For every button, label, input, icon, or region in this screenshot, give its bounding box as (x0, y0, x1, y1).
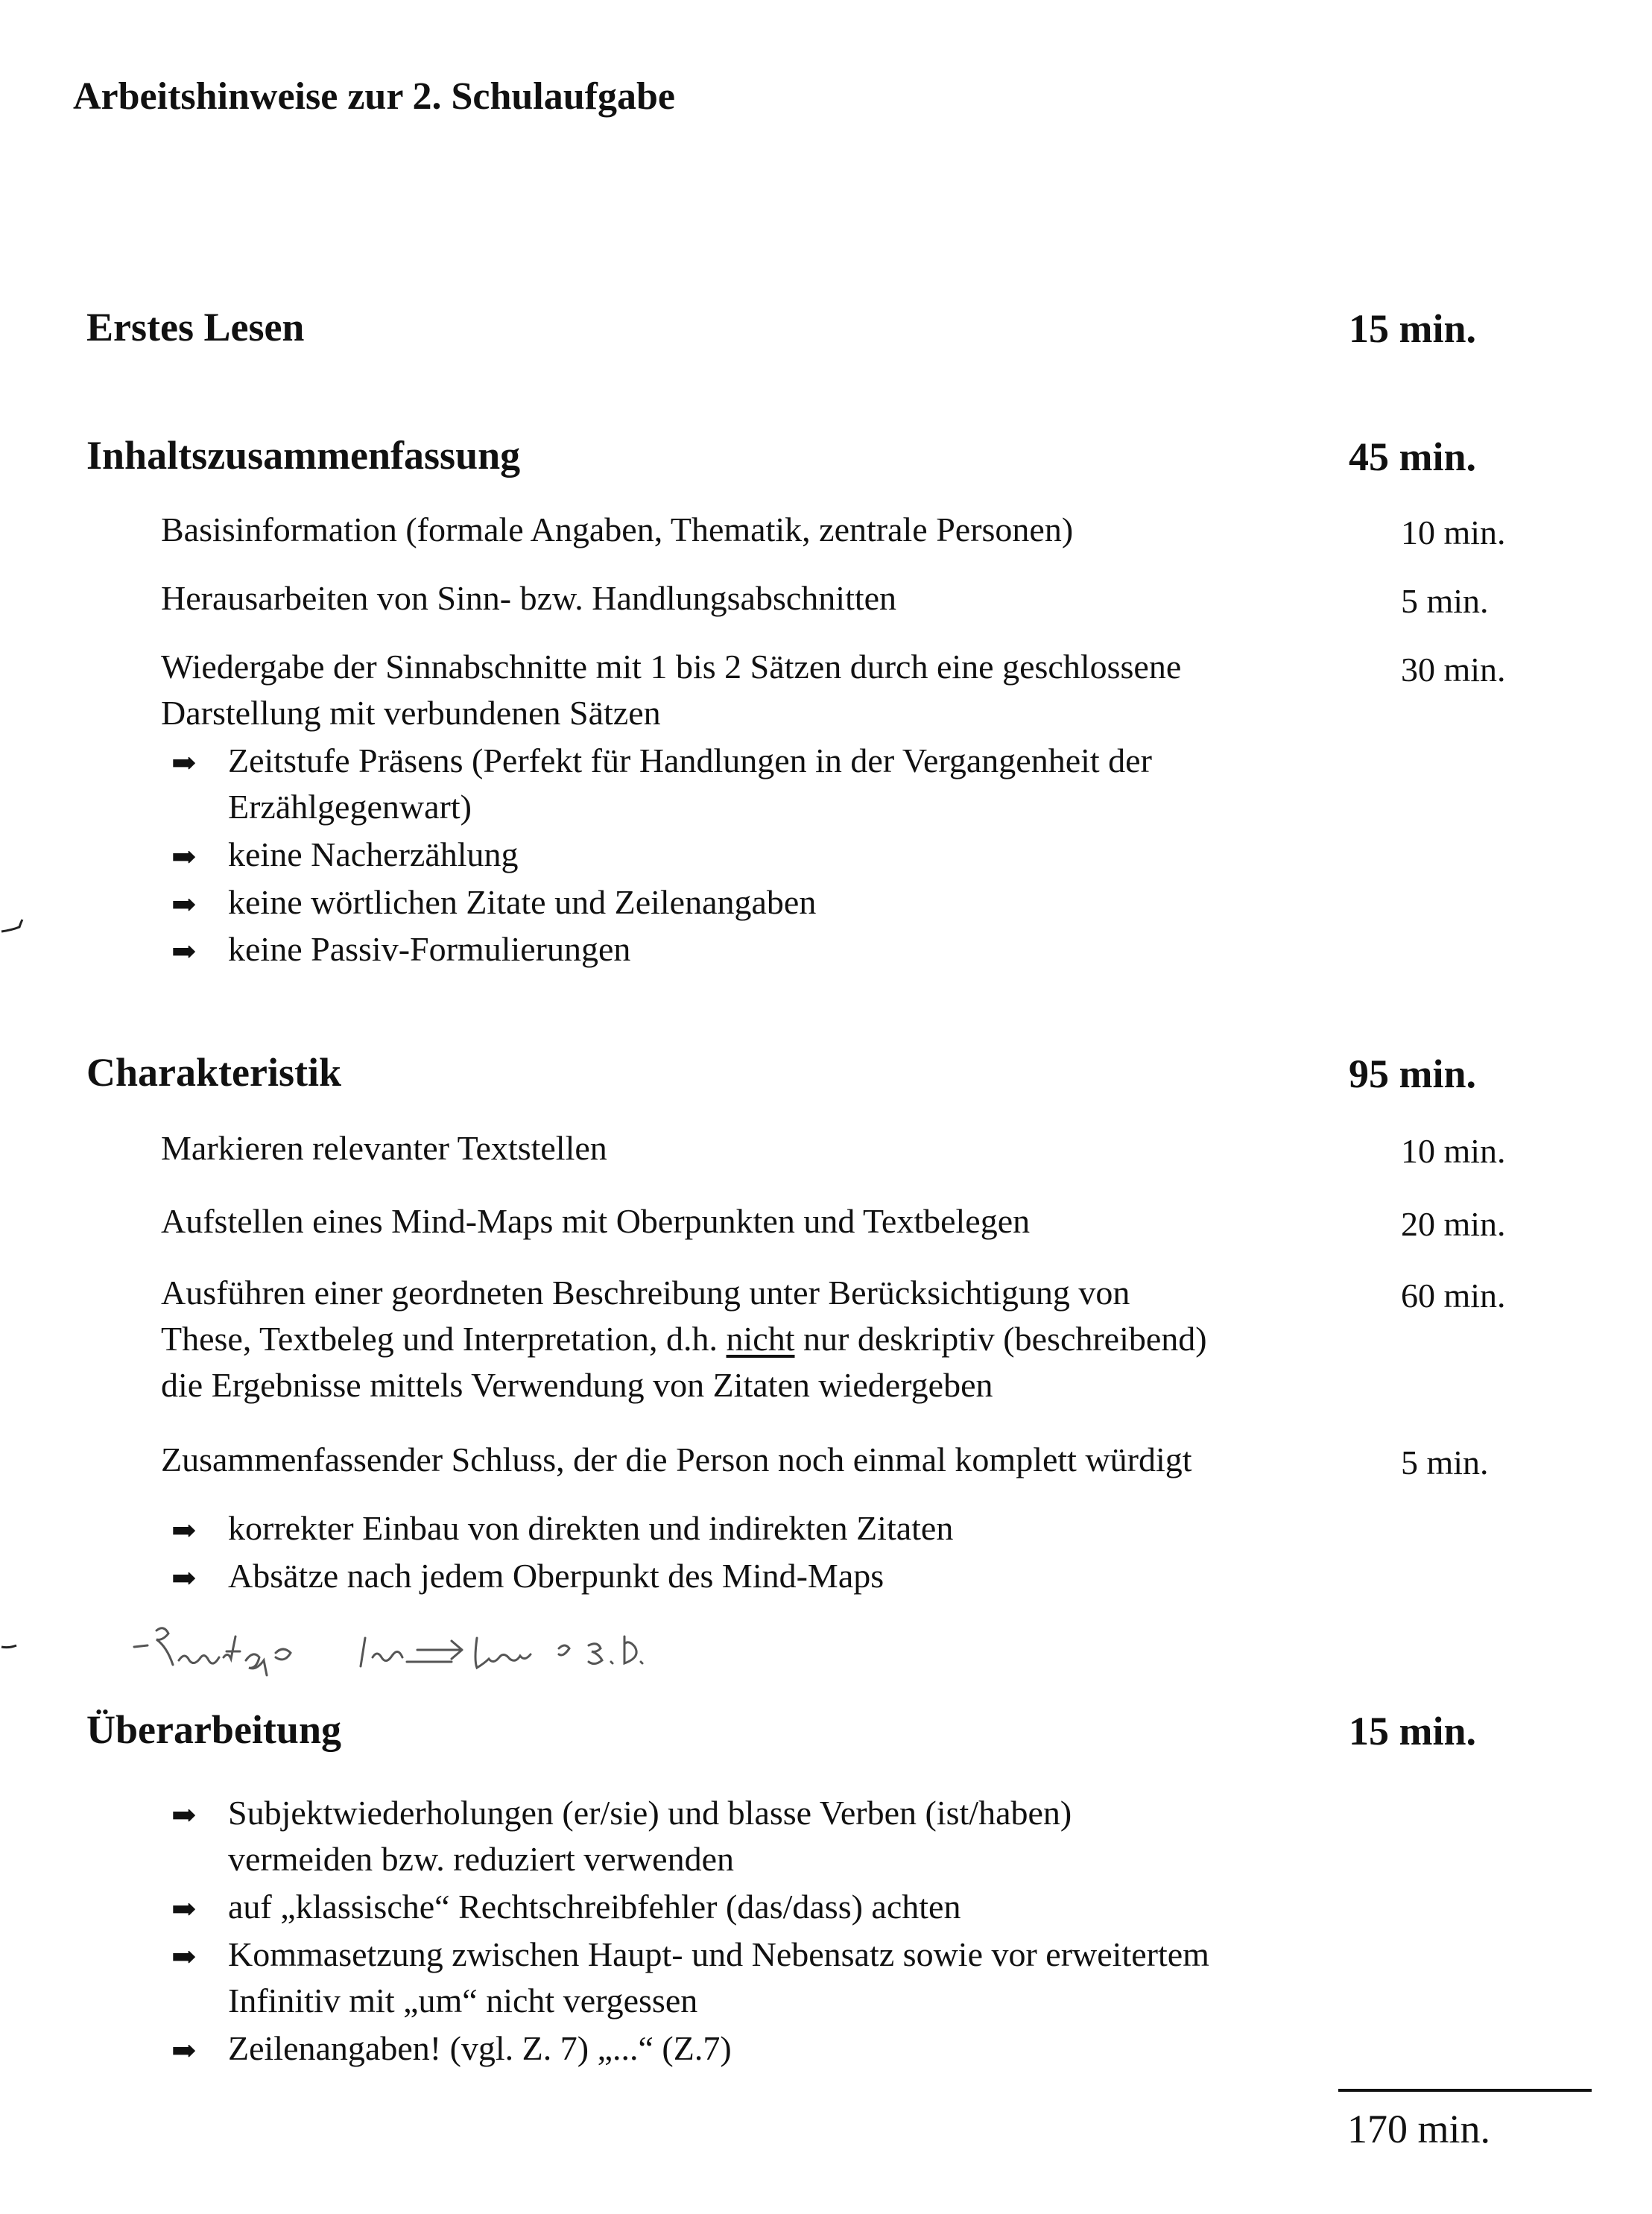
item-beschreibung-line3: die Ergebnisse mittels Verwendung von Zitaten wiedergeben (161, 1366, 993, 1404)
handwritten-note (127, 1616, 946, 1705)
item-wiedergabe-line2: Darstellung mit verbundenen Sätzen (161, 694, 661, 732)
item-herausarbeiten: Herausarbeiten von Sinn- bzw. Handlungsabschnitten (161, 579, 897, 617)
item-time-schluss: 5 min. (1401, 1443, 1489, 1481)
arrow-icon: ➡ (171, 2034, 197, 2067)
section-heading-inhaltszusammenfassung: Inhaltszusammenfassung (86, 433, 521, 478)
arrow-icon: ➡ (171, 1561, 197, 1595)
bullet-zeitstufe-line2: Erzählgegenwart) (228, 788, 472, 826)
section-heading-charakteristik: Charakteristik (86, 1050, 341, 1095)
section-time-charakteristik: 95 min. (1349, 1051, 1477, 1096)
arrow-icon: ➡ (171, 746, 197, 779)
item-beschreibung-line2: These, Textbeleg und Interpretation, d.h. nicht nur deskriptiv (beschreibend) (161, 1320, 1207, 1358)
section-time-erstes-lesen: 15 min. (1349, 306, 1477, 351)
item-time-mindmap: 20 min. (1401, 1205, 1506, 1243)
bullet-subjektwiederholungen-line2: vermeiden bzw. reduziert verwenden (228, 1840, 735, 1878)
section-heading-ueberarbeitung: Überarbeitung (86, 1707, 341, 1752)
item-time-herausarbeiten: 5 min. (1401, 582, 1489, 620)
item-wiedergabe-line1: Wiedergabe der Sinnabschnitte mit 1 bis 2 Sätzen durch eine geschlossene (161, 648, 1182, 686)
bullet-zeitstufe-line1: Zeitstufe Präsens (Perfekt für Handlungen in der Vergangenheit der (228, 741, 1152, 779)
arrow-icon: ➡ (171, 840, 197, 873)
item-basisinformation: Basisinformation (formale Angaben, Thematik, zentrale Personen) (161, 510, 1074, 548)
item-time-basisinformation: 10 min. (1401, 513, 1506, 551)
item-schluss: Zusammenfassender Schluss, der die Person noch einmal komplett würdigt (161, 1440, 1192, 1478)
bullet-einbau-zitate: korrekter Einbau von direkten und indirekten Zitaten (228, 1509, 954, 1547)
item-mindmap: Aufstellen eines Mind-Maps mit Oberpunkten und Textbelegen (161, 1202, 1031, 1240)
arrow-icon: ➡ (171, 1514, 197, 1547)
section-heading-erstes-lesen: Erstes Lesen (86, 305, 305, 350)
arrow-icon: ➡ (171, 1892, 197, 1926)
total-time: 170 min. (1347, 2107, 1491, 2151)
arrow-icon: ➡ (171, 1940, 197, 1973)
bullet-zeilenangaben: Zeilenangaben! (vgl. Z. 7) „...“ (Z.7) (228, 2029, 732, 2067)
bullet-kommasetzung-line2: Infinitiv mit „um“ nicht vergessen (228, 1981, 698, 2020)
bullet-rechtschreibfehler: auf „klassische“ Rechtschreibfehler (das/dass) achten (228, 1888, 961, 1926)
bullet-subjektwiederholungen-line1: Subjektwiederholungen (er/sie) und blasse Verben (ist/haben) (228, 1794, 1072, 1832)
arrow-icon: ➡ (171, 1798, 197, 1832)
item-beschreibung-line1: Ausführen einer geordneten Beschreibung unter Berücksichtigung von (161, 1274, 1130, 1312)
section-time-inhaltszusammenfassung: 45 min. (1349, 434, 1477, 479)
total-rule (1338, 2089, 1592, 2092)
scan-mark (0, 1639, 22, 1654)
bullet-passiv: keine Passiv-Formulierungen (228, 930, 631, 968)
arrow-icon: ➡ (171, 934, 197, 968)
item-time-wiedergabe: 30 min. (1401, 651, 1506, 689)
bullet-zitate: keine wörtlichen Zitate und Zeilenangaben (228, 883, 817, 921)
item-time-beschreibung: 60 min. (1401, 1277, 1506, 1315)
page-title: Arbeitshinweise zur 2. Schulaufgabe (73, 75, 675, 118)
item-markieren: Markieren relevanter Textstellen (161, 1129, 607, 1167)
scan-mark (0, 915, 30, 937)
bullet-kommasetzung-line1: Kommasetzung zwischen Haupt- und Nebensatz sowie vor erweitertem (228, 1935, 1209, 1973)
section-time-ueberarbeitung: 15 min. (1349, 1709, 1477, 1753)
arrow-icon: ➡ (171, 888, 197, 921)
bullet-nacherzaehlung: keine Nacherzählung (228, 835, 519, 873)
item-time-markieren: 10 min. (1401, 1132, 1506, 1170)
bullet-absaetze: Absätze nach jedem Oberpunkt des Mind-Maps (228, 1557, 884, 1595)
